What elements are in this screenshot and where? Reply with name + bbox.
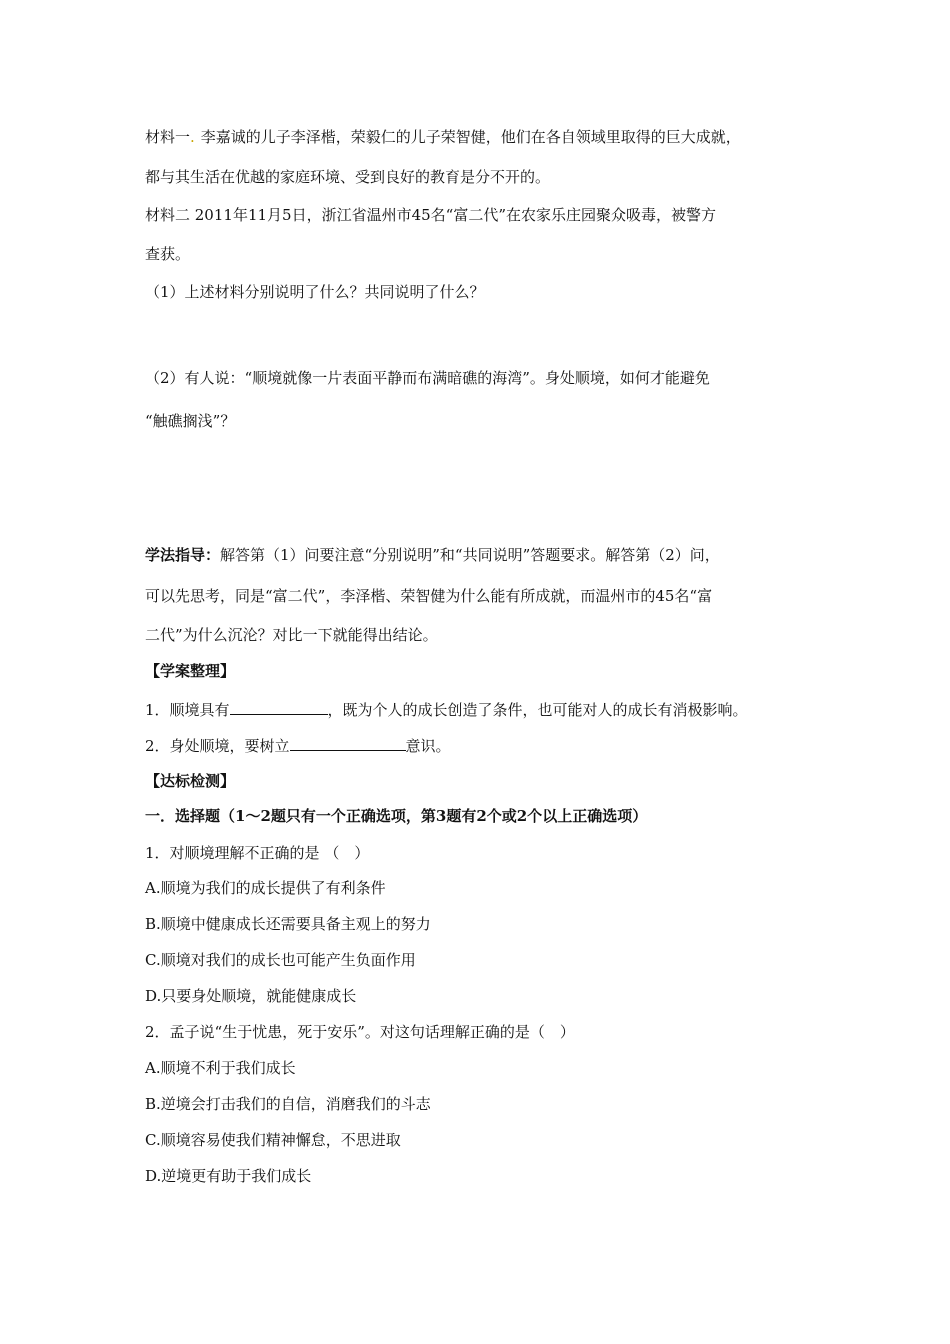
fill-blank-2[interactable]	[290, 735, 406, 751]
question-2-line-1: （2）有人说：“顺境就像一片表面平静而布满暗礁的海湾”。身处顺境，如何才能避免	[145, 369, 710, 387]
summary-heading: 【学案整理】	[145, 662, 236, 680]
question-2-line-2: “触礁搁浅”？	[145, 412, 236, 430]
method-line-1: 学法指导：解答第（1）问要注意“分别说明”和“共同说明”答题要求。解答第（2）问，	[145, 546, 720, 564]
q2-option-c: C.顺境容易使我们精神懈怠，不思进取	[145, 1131, 401, 1149]
choice-question-1: 1．对顺境理解不正确的是 （ ）	[145, 844, 370, 862]
method-label: 学法指导：	[145, 546, 221, 564]
choice-question-2: 2．孟子说“生于忧患，死于安乐”。对这句话理解正确的是（ ）	[145, 1023, 575, 1041]
q1-option-b: B.顺境中健康成长还需要具备主观上的努力	[145, 915, 431, 933]
method-line-2: 可以先思考，同是“富二代”，李泽楷、荣智健为什么能有所成就，而温州市的45名“富	[145, 587, 713, 605]
material-one-line-2: 都与其生活在优越的家庭环境、受到良好的教育是分不开的。	[145, 168, 551, 186]
material-two-line-1: 材料二 2011年11月5日，浙江省温州市45名“富二代”在农家乐庄园聚众吸毒，被警方	[145, 206, 716, 224]
q2-option-b: B.逆境会打击我们的自信，消磨我们的斗志	[145, 1095, 431, 1113]
summary-item-2: 2．身处顺境，要树立 意识。	[145, 737, 451, 755]
q2-option-a: A.顺境不利于我们成长	[145, 1059, 296, 1077]
material-one-label: 材料一	[145, 128, 191, 146]
material-two-line-2: 查获。	[145, 245, 191, 263]
q2-option-d: D.逆境更有助于我们成长	[145, 1167, 312, 1185]
method-line-3: 二代”为什么沉沦？对比一下就能得出结论。	[145, 626, 438, 644]
summary-item-1: 1．顺境具有 ，既为个人的成长创造了条件，也可能对人的成长有消极影响。	[145, 701, 748, 719]
fill-blank-1[interactable]	[230, 699, 328, 715]
q1-option-c: C.顺境对我们的成长也可能产生负面作用	[145, 951, 416, 969]
material-one-mark: .	[190, 128, 195, 146]
q1-option-a: A.顺境为我们的成长提供了有利条件	[145, 879, 386, 897]
choice-section-title: 一．选择题（1～2题只有一个正确选项，第3题有2个或2个以上正确选项）	[145, 807, 648, 825]
material-one-line-1: 材料一. 李嘉诚的儿子李泽楷，荣毅仁的儿子荣智健，他们在各自领域里取得的巨大成就，	[145, 128, 741, 146]
check-heading: 【达标检测】	[145, 772, 236, 790]
question-1: （1）上述材料分别说明了什么？共同说明了什么？	[145, 283, 485, 301]
q1-option-d: D.只要身处顺境，就能健康成长	[145, 987, 357, 1005]
